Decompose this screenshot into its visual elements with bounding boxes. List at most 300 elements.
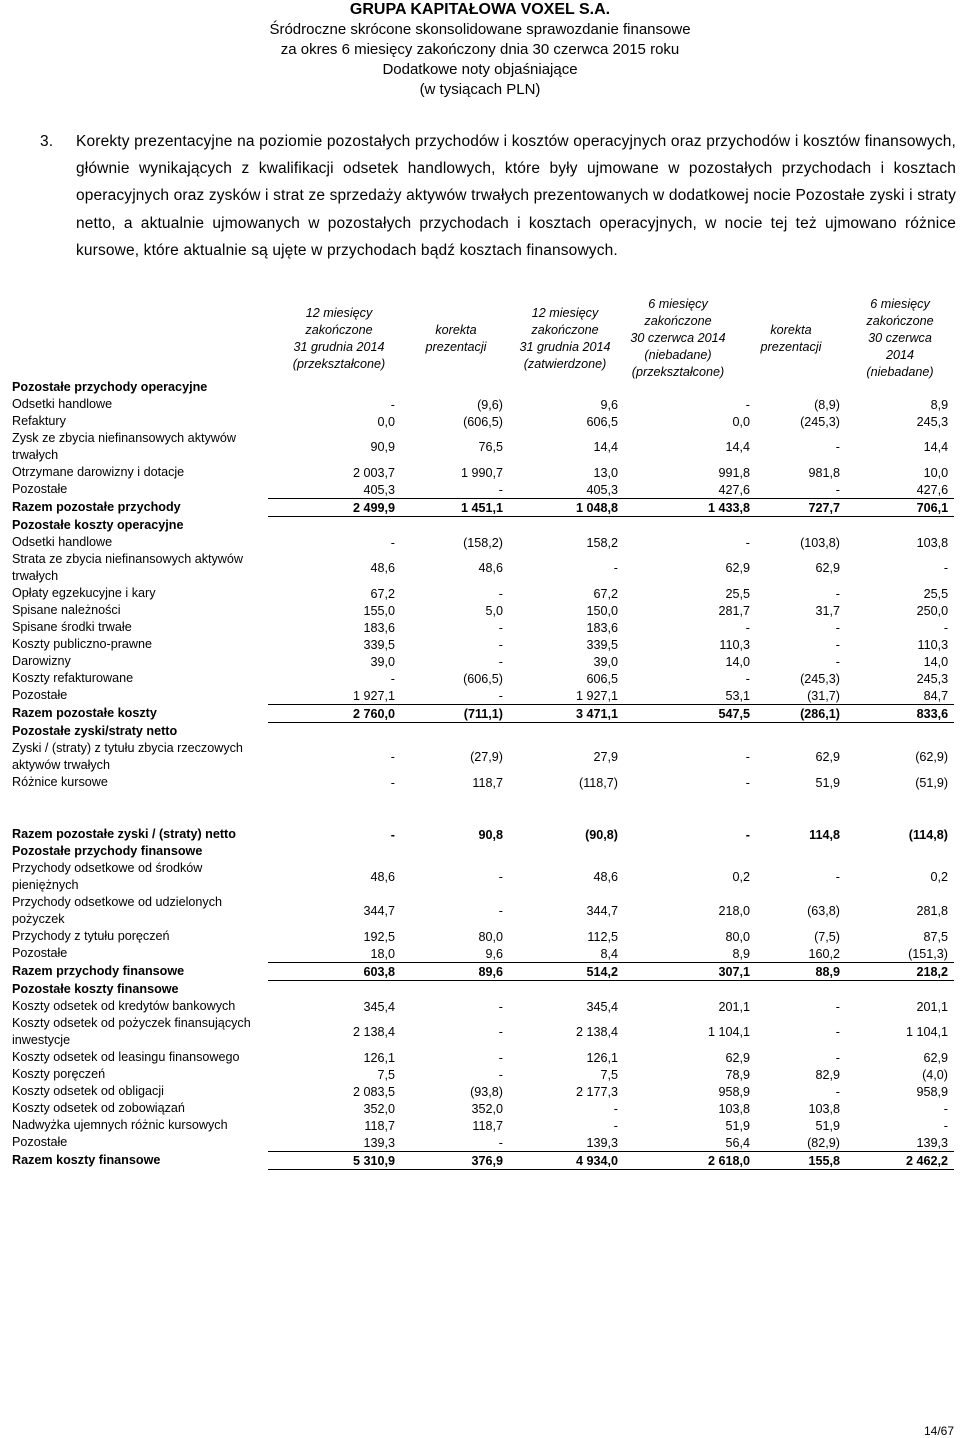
row-label: Koszty refakturowane [12, 671, 134, 685]
cell-value: 90,8 [478, 827, 503, 842]
cell-value: 307,1 [624, 963, 756, 981]
cell-value: (8,9) [814, 397, 840, 412]
cell-value: 9,6 [600, 397, 618, 412]
cell-value: 183,6 [363, 620, 395, 635]
cell-value: - [943, 561, 949, 575]
column-header [623, 296, 733, 381]
cell-value: 67,2 [593, 586, 618, 601]
cell-value: 89,6 [401, 963, 509, 981]
cell-value: (7,5) [814, 929, 840, 944]
cell-value: (711,1) [401, 705, 509, 723]
cell-value: 51,9 [815, 1118, 840, 1133]
cell-value: 2 138,4 [352, 1025, 395, 1039]
table-row [10, 1100, 954, 1117]
cell-value: 345,4 [586, 999, 618, 1014]
cell-value: 514,2 [509, 963, 624, 981]
table-row [10, 619, 954, 636]
cell-value: 88,9 [756, 963, 846, 981]
cell-value: - [390, 535, 395, 550]
cell-value: 376,9 [401, 1152, 509, 1170]
column-header-line: zakończone [644, 314, 712, 328]
table-row [10, 653, 954, 670]
cell-value: - [835, 440, 840, 454]
column-header-line: prezentacji [425, 339, 487, 354]
cell-value: 245,3 [916, 671, 949, 686]
cell-value: (90,8) [585, 827, 618, 842]
table-row [10, 585, 954, 602]
cell-value: 62,9 [725, 1050, 750, 1065]
cell-value: 14,0 [725, 654, 750, 669]
cell-value: 2 618,0 [624, 1152, 756, 1170]
total-row [10, 1152, 954, 1170]
report-period: za okres 6 miesięcy zakończony dnia 30 czerwca 2015 roku [280, 41, 680, 58]
cell-value: 90,9 [370, 440, 395, 454]
cell-value: 606,5 [586, 414, 618, 429]
cell-value: - [745, 750, 750, 764]
column-header-line: 30 czerwca [868, 331, 932, 345]
cell-value: 14,0 [923, 654, 949, 669]
cell-value: 9,6 [485, 946, 503, 961]
row-label: Koszty publiczno-prawne [12, 637, 153, 651]
table-row [10, 998, 954, 1015]
cell-value: 201,1 [718, 999, 750, 1014]
cell-value: - [835, 620, 840, 635]
cell-value: (158,2) [463, 535, 503, 550]
column-header [850, 296, 950, 381]
cell-value: 0,0 [732, 414, 750, 429]
row-label: Strata ze zbycia niefinansowych aktywów trwałych [12, 552, 243, 583]
row-label: Różnice kursowe [12, 775, 108, 789]
cell-value: 53,1 [725, 688, 750, 703]
cell-value: 981,8 [808, 465, 840, 480]
cell-value: - [835, 1084, 840, 1099]
cell-value: 8,9 [732, 946, 750, 961]
cell-value: 39,0 [593, 654, 618, 669]
cell-value: 1 104,1 [905, 1025, 948, 1039]
cell-value: 8,4 [600, 946, 618, 961]
row-label: Koszty odsetek od kredytów bankowych [12, 999, 236, 1013]
column-header-line: prezentacji [760, 339, 822, 354]
table-row [10, 636, 954, 653]
cell-value: 1 048,8 [509, 499, 624, 517]
table-row [10, 1015, 954, 1049]
cell-value: - [498, 1025, 503, 1039]
table-row [10, 945, 954, 963]
cell-value: - [613, 561, 618, 575]
row-label: Odsetki handlowe [12, 535, 113, 549]
cell-value: 7,5 [377, 1067, 395, 1082]
row-label: Pozostałe [12, 946, 68, 961]
cell-value: - [390, 671, 395, 686]
report-section: Dodatkowe noty objaśniające [382, 61, 578, 78]
column-header-line: zakończone [305, 322, 373, 337]
cell-value: 158,2 [586, 535, 618, 550]
cell-value: (151,3) [908, 946, 948, 961]
table-row [10, 826, 954, 843]
cell-value: 155,0 [363, 603, 395, 618]
cell-value: - [835, 637, 840, 652]
cell-value: 1 433,8 [624, 499, 756, 517]
cell-value: 201,1 [916, 999, 948, 1014]
cell-value: 114,8 [809, 827, 840, 842]
table-row [10, 687, 954, 705]
cell-value: 245,3 [916, 414, 949, 429]
row-label: Przychody odsetkowe od środków pieniężnych [12, 861, 203, 892]
cell-value: 218,2 [846, 963, 954, 981]
cell-value: 2 760,0 [268, 705, 401, 723]
cell-value: 345,4 [363, 999, 395, 1014]
company-name: GRUPA KAPITAŁOWA VOXEL S.A. [349, 1, 611, 18]
cell-value: 1 927,1 [575, 688, 618, 703]
column-header [510, 305, 620, 373]
cell-value: 25,5 [923, 586, 949, 601]
cell-value: 139,3 [916, 1135, 948, 1150]
cell-value: 183,6 [586, 620, 618, 635]
cell-value: (245,3) [800, 671, 840, 686]
table-row [10, 1134, 954, 1152]
cell-value: 39,0 [370, 654, 395, 669]
cell-value: 0,2 [732, 870, 750, 884]
row-label: Pozostałe [12, 482, 68, 497]
column-header-line: 12 miesięcy [531, 305, 599, 320]
financial-items-table [10, 826, 954, 1170]
row-label: Koszty odsetek od leasingu finansowego [12, 1050, 240, 1064]
cell-value: 547,5 [624, 705, 756, 723]
cell-value: 0,2 [930, 870, 948, 884]
cell-value: 13,0 [593, 465, 618, 480]
column-header-line: 31 grudnia 2014 [519, 339, 611, 354]
cell-value: - [745, 397, 750, 412]
cell-value: - [745, 827, 750, 842]
table-row [10, 551, 954, 585]
cell-value: - [943, 620, 949, 635]
cell-value: (118,7) [579, 775, 618, 790]
cell-value: - [498, 1050, 503, 1065]
cell-value: (4,0) [922, 1067, 948, 1082]
table-row [10, 1049, 954, 1066]
table-row [10, 481, 954, 499]
cell-value: 5,0 [485, 603, 503, 618]
cell-value: 62,9 [725, 561, 750, 575]
cell-value: 281,7 [718, 603, 750, 618]
cell-value: (9,6) [477, 397, 503, 412]
cell-value: (27,9) [470, 750, 503, 764]
cell-value: (245,3) [800, 414, 840, 429]
column-header-line: 2014 [885, 348, 915, 362]
cell-value: - [943, 1118, 948, 1133]
cell-value: 62,9 [923, 1050, 948, 1065]
row-label: Razem pozostałe koszty [12, 706, 157, 720]
row-label: Razem pozostałe przychody [12, 500, 181, 514]
table-row [10, 928, 954, 945]
cell-value: 958,9 [916, 1084, 948, 1099]
cell-value: - [835, 1025, 840, 1039]
total-row [10, 499, 954, 517]
cell-value: - [835, 482, 840, 497]
cell-value: 76,5 [478, 440, 503, 454]
cell-value: 48,6 [370, 870, 395, 884]
row-label: Koszty poręczeń [12, 1067, 106, 1081]
cell-value: 110,3 [719, 637, 750, 652]
note-text: Korekty prezentacyjne na poziomie pozostałych przychodów i kosztów operacyjnych oraz przychodów i kosztów finansowych, głównie wynikających z kwalifikacji odsetek handlowych, które były ujmowane w pozostałych przychodach i kosztach operacyjnych oraz zysków i strat ze sprzedaży aktywów trwałych prezentowanych w dodatkowej nocie Pozostałe zyski i straty netto, a aktualnie ujmowanych w pozostałych przychodach i kosztach operacyjnych, w nocie tej też ujmowano różnice kursowe, które aktualnie są ujęte w przychodach bądź kosztach finansowych. [76, 133, 956, 259]
cell-value: - [498, 654, 503, 669]
cell-value: 51,9 [815, 775, 840, 790]
cell-value: - [835, 654, 840, 669]
cell-value: 139,3 [363, 1135, 395, 1150]
cell-value: 139,3 [586, 1135, 618, 1150]
cell-value: 27,9 [593, 750, 618, 764]
cell-value: 281,8 [916, 904, 948, 918]
row-label: Otrzymane darowizny i dotacje [12, 465, 185, 479]
table-row [10, 1117, 954, 1134]
row-label: Pozostałe przychody operacyjne [12, 380, 208, 394]
cell-value: 339,5 [586, 637, 618, 652]
cell-value: (606,5) [463, 414, 503, 429]
cell-value: 18,0 [370, 946, 395, 961]
table-row [10, 413, 954, 430]
table-row [10, 774, 954, 791]
cell-value: 155,8 [756, 1152, 846, 1170]
table-row [10, 894, 954, 928]
cell-value: - [498, 1067, 503, 1082]
table-row [10, 396, 954, 413]
column-header [751, 322, 831, 356]
cell-value: 8,9 [930, 397, 949, 412]
cell-value: 250,0 [916, 603, 949, 618]
cell-value: 606,5 [586, 671, 618, 686]
row-label: Refaktury [12, 414, 66, 428]
cell-value: 2 138,4 [575, 1025, 618, 1039]
cell-value: 427,6 [718, 482, 750, 497]
section-heading-row [10, 981, 954, 999]
cell-value: - [498, 999, 503, 1014]
cell-value: 150,0 [586, 603, 618, 618]
total-row [10, 705, 954, 723]
cell-value: (31,7) [807, 688, 840, 703]
cell-value: 427,6 [916, 482, 949, 497]
cell-value: - [390, 750, 395, 764]
cell-value: - [835, 999, 840, 1014]
cell-value: 405,3 [363, 482, 395, 497]
cell-value: 48,6 [478, 561, 503, 575]
row-label: Pozostałe koszty operacyjne [12, 518, 184, 532]
table-row [10, 1083, 954, 1100]
cell-value: - [498, 870, 503, 884]
row-label: Pozostałe przychody finansowe [12, 844, 203, 858]
cell-value: 352,0 [363, 1101, 395, 1116]
cell-value: 14,4 [725, 440, 750, 454]
cell-value: (114,8) [908, 827, 948, 842]
cell-value: - [498, 904, 503, 918]
cell-value: 339,5 [363, 637, 395, 652]
column-header-line: 6 miesięcy [648, 297, 708, 311]
column-header [416, 322, 496, 356]
note-number: 3. [40, 133, 54, 150]
cell-value: 103,8 [718, 1101, 750, 1116]
row-label: Opłaty egzekucyjne i kary [12, 586, 156, 600]
cell-value: 991,8 [718, 465, 750, 480]
cell-value: 25,5 [725, 586, 750, 601]
cell-value: 218,0 [718, 904, 750, 918]
row-label: Zysk ze zbycia niefinansowych aktywów trwałych [12, 431, 236, 462]
cell-value: 82,9 [815, 1067, 840, 1082]
row-label: Spisane należności [12, 603, 121, 617]
table-row [10, 602, 954, 619]
cell-value: - [390, 775, 395, 790]
cell-value: (286,1) [756, 705, 846, 723]
table-row [10, 430, 954, 464]
cell-value: 51,9 [725, 1118, 750, 1133]
row-label: Spisane środki trwałe [12, 620, 132, 634]
cell-value: 80,0 [725, 929, 750, 944]
cell-value: 14,4 [593, 440, 618, 454]
row-label: Razem przychody finansowe [12, 964, 185, 978]
row-label: Nadwyżka ujemnych różnic kursowych [12, 1118, 228, 1132]
cell-value: 1 104,1 [707, 1025, 750, 1039]
row-label: Darowizny [12, 654, 71, 668]
cell-value: 727,7 [756, 499, 846, 517]
cell-value: (51,9) [915, 775, 949, 790]
row-label: Razem koszty finansowe [12, 1153, 161, 1167]
column-header-line: 30 czerwca 2014 [630, 331, 726, 345]
cell-value: - [498, 620, 503, 635]
cell-value: 62,9 [815, 561, 840, 575]
row-label: Zyski / (straty) z tytułu zbycia rzeczowych aktywów trwałych [12, 741, 243, 772]
cell-value: - [390, 827, 395, 842]
cell-value: 112,5 [587, 929, 618, 944]
cell-value: 48,6 [593, 870, 618, 884]
cell-value: 78,9 [725, 1067, 750, 1082]
cell-value: 103,8 [916, 535, 949, 550]
cell-value: 14,4 [923, 440, 949, 454]
cell-value: - [835, 1050, 840, 1065]
table-row [10, 860, 954, 894]
cell-value: 84,7 [923, 688, 949, 703]
cell-value: 80,0 [478, 929, 503, 944]
cell-value: 5 310,9 [268, 1152, 401, 1170]
cell-value: - [498, 688, 503, 703]
cell-value: (93,8) [470, 1084, 503, 1099]
column-header-line: zakończone [531, 322, 599, 337]
cell-value: 126,1 [586, 1050, 618, 1065]
cell-value: - [498, 586, 503, 601]
row-label: Koszty odsetek od obligacji [12, 1084, 164, 1098]
column-header-line: zakończone [866, 314, 934, 328]
cell-value: - [745, 671, 750, 686]
cell-value: 344,7 [586, 904, 618, 918]
cell-value: 1 451,1 [401, 499, 509, 517]
cell-value: 192,5 [363, 929, 395, 944]
column-header-line: 12 miesięcy [305, 305, 373, 320]
cell-value: 1 990,7 [460, 465, 503, 480]
table-row [10, 1066, 954, 1083]
table-row [10, 534, 954, 551]
operating-items-table [10, 379, 954, 791]
column-header-line: (zatwierdzone) [523, 356, 607, 371]
cell-value: 352,0 [471, 1101, 503, 1116]
table-row [10, 464, 954, 481]
section-heading-row [10, 843, 954, 860]
table-row [10, 740, 954, 774]
cell-value: - [745, 620, 750, 635]
cell-value: - [835, 870, 840, 884]
cell-value: - [390, 397, 395, 412]
cell-value: 160,2 [808, 946, 840, 961]
total-row [10, 963, 954, 981]
cell-value: (63,8) [807, 904, 840, 918]
row-label: Pozostałe [12, 688, 68, 703]
row-label: Przychody odsetkowe od udzielonych pożyczek [12, 895, 223, 926]
cell-value: 3 471,1 [509, 705, 624, 723]
cell-value: 67,2 [370, 586, 395, 601]
cell-value: 126,1 [363, 1050, 395, 1065]
cell-value: - [745, 535, 750, 550]
column-header-line: korekta [435, 322, 477, 337]
cell-value: - [613, 1118, 618, 1133]
column-header-line: (przekształcone) [631, 365, 725, 379]
cell-value: 4 934,0 [509, 1152, 624, 1170]
column-header-line: 31 grudnia 2014 [293, 339, 385, 354]
cell-value: (606,5) [463, 671, 503, 686]
cell-value: 31,7 [815, 603, 840, 618]
column-header-line: korekta [770, 322, 812, 337]
cell-value: 405,3 [586, 482, 618, 497]
section-heading-row [10, 723, 954, 741]
cell-value: 2 499,9 [268, 499, 401, 517]
cell-value: 7,5 [600, 1067, 618, 1082]
row-label: Koszty odsetek od pożyczek finansujących inwestycje [12, 1016, 251, 1047]
column-header-line: (przekształcone) [292, 356, 386, 371]
cell-value: 2 083,5 [352, 1084, 395, 1099]
cell-value: 10,0 [923, 465, 949, 480]
cell-value: - [745, 775, 750, 790]
cell-value: 118,7 [472, 775, 503, 790]
cell-value: - [835, 586, 840, 601]
section-heading-row [10, 379, 954, 396]
cell-value: 344,7 [363, 904, 395, 918]
cell-value: 833,6 [846, 705, 954, 723]
row-label: Przychody z tytułu poręczeń [12, 929, 170, 943]
table-row [10, 670, 954, 687]
cell-value: 603,8 [268, 963, 401, 981]
row-label: Pozostałe koszty finansowe [12, 982, 179, 996]
cell-value: - [498, 1135, 503, 1150]
cell-value: 110,3 [917, 637, 949, 652]
cell-value: 48,6 [370, 561, 395, 575]
cell-value: - [943, 1101, 948, 1116]
row-label: Pozostałe [12, 1135, 68, 1150]
row-label: Pozostałe zyski/straty netto [12, 724, 178, 738]
document-header [0, 0, 960, 100]
cell-value: 2 462,2 [846, 1152, 954, 1170]
intro-paragraph [40, 128, 956, 264]
report-title: Śródroczne skrócone skonsolidowane sprawozdanie finansowe [269, 21, 691, 38]
cell-value: 103,8 [808, 1101, 840, 1116]
column-header-line: (niebadane) [866, 365, 934, 379]
cell-value: 62,9 [815, 750, 840, 764]
section-heading-row [10, 517, 954, 535]
cell-value: - [498, 637, 503, 652]
cell-value: 706,1 [846, 499, 954, 517]
cell-value: 118,7 [472, 1118, 503, 1133]
cell-value: - [613, 1101, 618, 1116]
cell-value: 0,0 [377, 414, 395, 429]
row-label: Odsetki handlowe [12, 397, 113, 411]
page-number: 14/67 [923, 1424, 954, 1438]
column-header [284, 305, 394, 373]
report-units: (w tysiącach PLN) [419, 81, 541, 98]
cell-value: 1 927,1 [352, 688, 395, 703]
